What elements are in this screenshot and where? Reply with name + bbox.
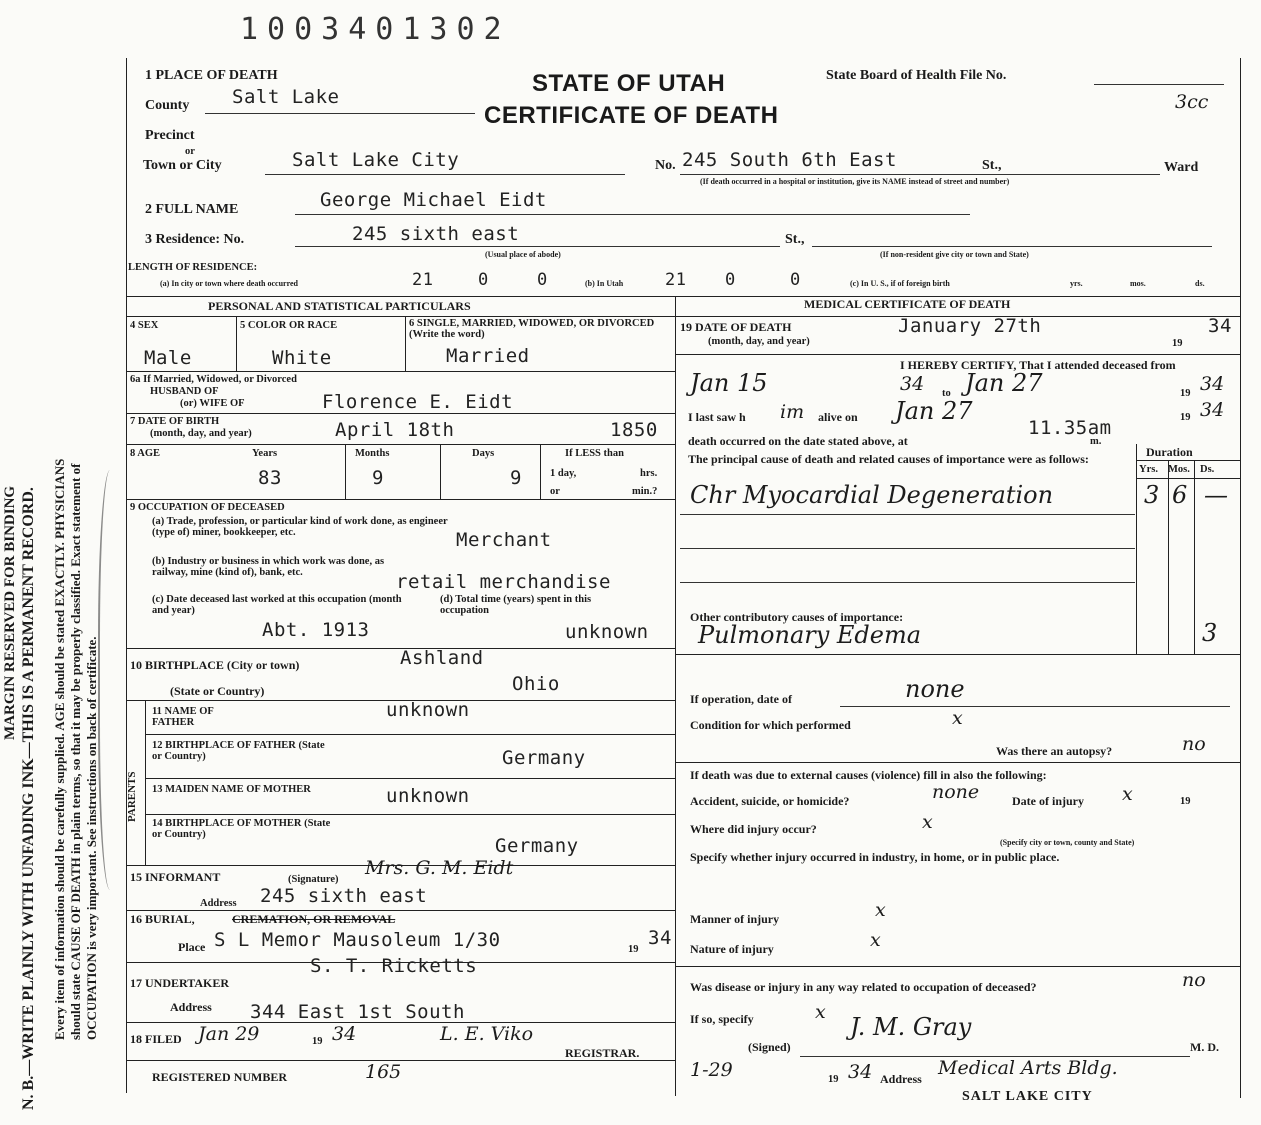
duration-yrs-label: Yrs. [1139, 464, 1158, 475]
ward-label: Ward [1164, 160, 1199, 175]
duration-label: Duration [1146, 445, 1193, 459]
sex-value: Male [144, 347, 192, 369]
undertaker-address-label: Address [170, 1000, 212, 1014]
informant-signature: Mrs. G. M. Eidt [365, 857, 514, 879]
date-signed-year-prefix: 19 [828, 1074, 839, 1085]
birthplace-state: Ohio [512, 673, 560, 695]
dod-year: 34 [1208, 315, 1232, 337]
full-name-label: 2 FULL NAME [145, 202, 239, 217]
attended-to-year-prefix: 19 [1180, 388, 1191, 399]
father-value: unknown [386, 699, 470, 721]
age-hrs-label: hrs. [640, 468, 658, 479]
condition-label: Condition for which performed [690, 718, 851, 732]
contributory-cause: Pulmonary Edema [698, 621, 922, 649]
place-of-death-heading: 1 PLACE OF DEATH [145, 68, 278, 83]
personal-heading: PERSONAL AND STATISTICAL PARTICULARS [208, 299, 471, 313]
residence-value: 245 sixth east [352, 223, 520, 245]
residence-st-label: St., [785, 232, 805, 247]
burial-label: 16 BURIAL, [130, 912, 195, 926]
occupation-a-value: Merchant [456, 529, 552, 551]
cause-duration-yrs: 3 [1144, 481, 1160, 509]
hospital-note: (If death occurred in a hospital or institution, give its NAME instead of street and number) [700, 177, 1010, 186]
spouse-label-3: (or) WIFE OF [180, 398, 245, 409]
signed-label: (Signed) [748, 1040, 791, 1054]
specify-injury-label: Specify whether injury occurred in industry, in home, or in public place. [690, 850, 1060, 864]
operation-value: none [905, 675, 965, 703]
st-label: St., [982, 158, 1002, 173]
margin-instructions-2: should state CAUSE OF DEATH in plain terms, so that it may be properly classified. Exact statement of [68, 463, 83, 1040]
if-so-value: x [815, 1001, 826, 1023]
city-residence-label: (a) In city or town where death occurred [160, 279, 298, 288]
undertaker-label: 17 UNDERTAKER [130, 976, 230, 990]
residence-label: 3 Residence: No. [145, 232, 245, 247]
mother-value: unknown [386, 785, 470, 807]
age-label: 8 AGE [130, 448, 161, 459]
occupation-label: 9 OCCUPATION OF DECEASED [130, 502, 285, 513]
principal-cause: Chr Myocardial Degeneration [690, 481, 1054, 509]
street-value: 245 South 6th East [682, 149, 897, 171]
nature-value: x [870, 929, 881, 951]
margin-binding-note: MARGIN RESERVED FOR BINDING [2, 485, 18, 740]
full-name-value: George Michael Eidt [320, 189, 547, 211]
serial-number: 1003401302 [240, 12, 511, 47]
condition-value: x [952, 707, 963, 729]
registrar-label: REGISTRAR. [565, 1046, 640, 1060]
physician-city: SALT LAKE CITY [962, 1089, 1093, 1104]
mother-birthplace-label: 14 BIRTHPLACE OF MOTHER (State or Country) [152, 818, 331, 840]
town-value: Salt Lake City [292, 149, 460, 171]
parents-side-label: PARENTS [126, 771, 138, 822]
street-no-label: No. [655, 158, 676, 173]
where-injury-label: Where did injury occur? [690, 822, 817, 836]
operation-label: If operation, date of [690, 692, 792, 706]
age-min-label: min.? [632, 486, 658, 497]
filed-year: 34 [332, 1023, 357, 1045]
town-label: Town or City [143, 158, 222, 173]
age-years: 83 [258, 467, 282, 489]
autopsy-value: no [1182, 733, 1206, 755]
accident-label: Accident, suicide, or homicide? [690, 794, 850, 808]
father-birthplace-label: 12 BIRTHPLACE OF FATHER (State or Country) [152, 740, 325, 762]
certify-label: I HEREBY CERTIFY, That I attended deceased from [900, 358, 1176, 372]
or-label: or [185, 146, 195, 157]
alive-on-label: alive on [818, 410, 858, 424]
county-label: County [145, 98, 190, 113]
age-years-label: Years [252, 448, 278, 459]
abode-note: (Usual place of abode) [485, 250, 561, 259]
where-injury-note: (Specify city or town, county and State) [1000, 838, 1135, 847]
manner-label: Manner of injury [690, 912, 780, 926]
informant-sig-label: (Signature) [288, 874, 339, 885]
undertaker-name: S. T. Ricketts [310, 955, 478, 977]
margin-handwriting [98, 470, 128, 890]
age-months: 9 [372, 467, 384, 489]
age-months-label: Months [355, 448, 390, 459]
dob-note: (month, day, and year) [150, 428, 252, 439]
dob-label: 7 DATE OF BIRTH [130, 416, 220, 427]
registered-number: 165 [365, 1061, 402, 1083]
utah-residence-label: (b) In Utah [585, 279, 624, 288]
color-value: White [272, 347, 332, 369]
burial-place-label: Place [178, 940, 206, 954]
duration-mos-label: Mos. [1168, 464, 1190, 475]
informant-address: 245 sixth east [260, 885, 428, 907]
dob-year: 1850 [610, 419, 658, 441]
age-days: 9 [510, 467, 522, 489]
occupation-d-value: unknown [565, 621, 649, 643]
related-value: no [1182, 969, 1206, 991]
dod-year-prefix: 19 [1172, 338, 1183, 349]
age-or-label: or [550, 486, 560, 497]
mother-birthplace: Germany [495, 835, 579, 857]
attended-to-year: 34 [1200, 373, 1225, 395]
if-so-label: If so, specify [690, 1012, 754, 1026]
age-day-label: 1 day, [550, 468, 577, 479]
occupation-c-value: Abt. 1913 [262, 619, 370, 641]
filed-year-prefix: 19 [312, 1036, 323, 1047]
spouse-label-1: 6a If Married, Widowed, or Divorced [130, 374, 297, 385]
city-days: 0 [537, 270, 548, 290]
birthplace-state-label: (State or Country) [170, 684, 265, 698]
us-mos-label: mos. [1130, 279, 1146, 288]
accident-value: none [932, 781, 980, 803]
attended-from-year: 34 [900, 373, 925, 395]
medical-heading: MEDICAL CERTIFICATE OF DEATH [804, 297, 1011, 311]
occupation-b-label: (b) Industry or business in which work was done, as railway, mine (kind of), bank, etc. [152, 556, 385, 578]
informant-address-label: Address [200, 898, 237, 909]
dod-note: (month, day, and year) [708, 336, 810, 347]
age-days-label: Days [472, 448, 495, 459]
cause-duration-ds: — [1204, 481, 1228, 509]
color-label: 5 COLOR OR RACE [240, 320, 338, 331]
dod-label: 19 DATE OF DEATH [680, 320, 792, 334]
city-years: 21 [412, 270, 434, 290]
spouse-label-2: HUSBAND OF [150, 386, 219, 397]
injury-year-prefix: 19 [1180, 796, 1191, 807]
state-title: STATE OF UTAH [532, 70, 726, 97]
margin-instructions-1: Every item of information should be carefully supplied. AGE should be stated EXACTLY. PHYSICIANS [52, 458, 67, 1040]
nature-label: Nature of injury [690, 942, 774, 956]
margin-instructions-3: OCCUPATION is very important. See instructions on back of certificate. [84, 636, 99, 1040]
last-saw-year: 34 [1200, 399, 1225, 421]
occupation-b-value: retail merchandise [396, 571, 611, 593]
md-label: M. D. [1190, 1040, 1219, 1054]
registered-number-label: REGISTERED NUMBER [152, 1070, 288, 1084]
mother-label: 13 MAIDEN NAME OF MOTHER [152, 784, 311, 795]
occupation-d-label: (d) Total time (years) spent in this occupation [440, 594, 592, 616]
attended-to: Jan 27 [965, 369, 1043, 397]
related-label: Was disease or injury in any way related to occupation of deceased? [690, 980, 1037, 994]
sex-label: 4 SEX [130, 320, 159, 331]
physician-address: Medical Arts Bldg. [938, 1057, 1118, 1079]
contributory-label: Other contributory causes of importance: [690, 610, 904, 624]
city-months: 0 [478, 270, 489, 290]
date-signed: 1-29 [690, 1059, 733, 1081]
burial-year: 34 [648, 927, 672, 949]
utah-years: 21 [665, 270, 687, 290]
utah-months: 0 [725, 270, 736, 290]
occupation-a-label: (a) Trade, profession, or particular kind of work done, as engineer (type of) miner, bookkeeper, etc. [152, 516, 448, 538]
last-saw-date: Jan 27 [895, 397, 973, 425]
spouse-value: Florence E. Eidt [322, 391, 514, 413]
death-time-m-label: m. [1090, 436, 1102, 447]
file-no-label: State Board of Health File No. [826, 68, 1007, 83]
where-injury-value: x [922, 811, 933, 833]
cause-label: The principal cause of death and related causes of importance were as follows: [688, 452, 1089, 466]
margin-ink-note: N. B.—WRITE PLAINLY WITH UNFADING INK—THIS IS A PERMANENT RECORD. [20, 487, 37, 1110]
informant-label: 15 INFORMANT [130, 870, 221, 884]
external-causes-label: If death was due to external causes (violence) fill in also the following: [690, 768, 1047, 782]
dod-value: January 27th [898, 315, 1042, 337]
injury-date-label: Date of injury [1012, 794, 1084, 808]
registrar-signature: L. E. Viko [440, 1023, 534, 1045]
cause-duration-mos: 6 [1172, 481, 1188, 509]
last-saw-year-prefix: 19 [1180, 412, 1191, 423]
nonres-note: (If non-resident give city or town and State) [880, 250, 1029, 259]
contributory-duration: 3 [1202, 619, 1218, 647]
physician-signature: J. M. Gray [850, 1013, 972, 1041]
date-signed-year: 34 [848, 1061, 873, 1083]
filed-date: Jan 29 [198, 1023, 260, 1045]
filed-label: 18 FILED [130, 1032, 182, 1046]
county-value: Salt Lake [232, 86, 340, 108]
age-less-label: If LESS than [565, 448, 624, 459]
manner-value: x [875, 899, 886, 921]
utah-days: 0 [790, 270, 801, 290]
length-of-residence-label: LENGTH OF RESIDENCE: [128, 262, 258, 273]
autopsy-label: Was there an autopsy? [996, 744, 1113, 758]
last-saw-label: I last saw h [688, 410, 746, 424]
physician-address-label: Address [880, 1072, 922, 1086]
precinct-label: Precinct [145, 128, 195, 143]
father-birthplace: Germany [502, 747, 586, 769]
attended-from: Jan 15 [690, 369, 768, 397]
attended-to-label: to [942, 388, 951, 399]
us-ds-label: ds. [1195, 279, 1205, 288]
last-saw-him: im [780, 401, 805, 423]
us-yrs-label: yrs. [1070, 279, 1083, 288]
marital-label: 6 SINGLE, MARRIED, WIDOWED, OR DIVORCED (Write the word) [409, 318, 655, 340]
burial-struck: CREMATION, OR REMOVAL [232, 912, 396, 926]
birthplace-label: 10 BIRTHPLACE (City or town) [130, 658, 300, 672]
marital-value: Married [446, 345, 530, 367]
father-label: 11 NAME OF FATHER [152, 706, 214, 728]
death-occurred-label: death occurred on the date stated above, at [688, 434, 908, 448]
us-residence-label: (c) In U. S., if of foreign birth [850, 279, 950, 288]
birthplace-city: Ashland [400, 647, 484, 669]
duration-ds-label: Ds. [1200, 464, 1215, 475]
death-time: 11.35am [1028, 417, 1112, 439]
occupation-c-label: (c) Date deceased last worked at this occupation (month and year) [152, 594, 402, 616]
undertaker-address: 344 East 1st South [250, 1001, 465, 1023]
file-no-value: 3cc [1175, 91, 1209, 113]
burial-place: S L Memor Mausoleum 1/30 [214, 929, 501, 951]
dob-value: April 18th [335, 419, 455, 441]
certificate-title: CERTIFICATE OF DEATH [484, 102, 779, 129]
injury-date-value: x [1122, 783, 1133, 805]
burial-year-prefix: 19 [628, 944, 639, 955]
